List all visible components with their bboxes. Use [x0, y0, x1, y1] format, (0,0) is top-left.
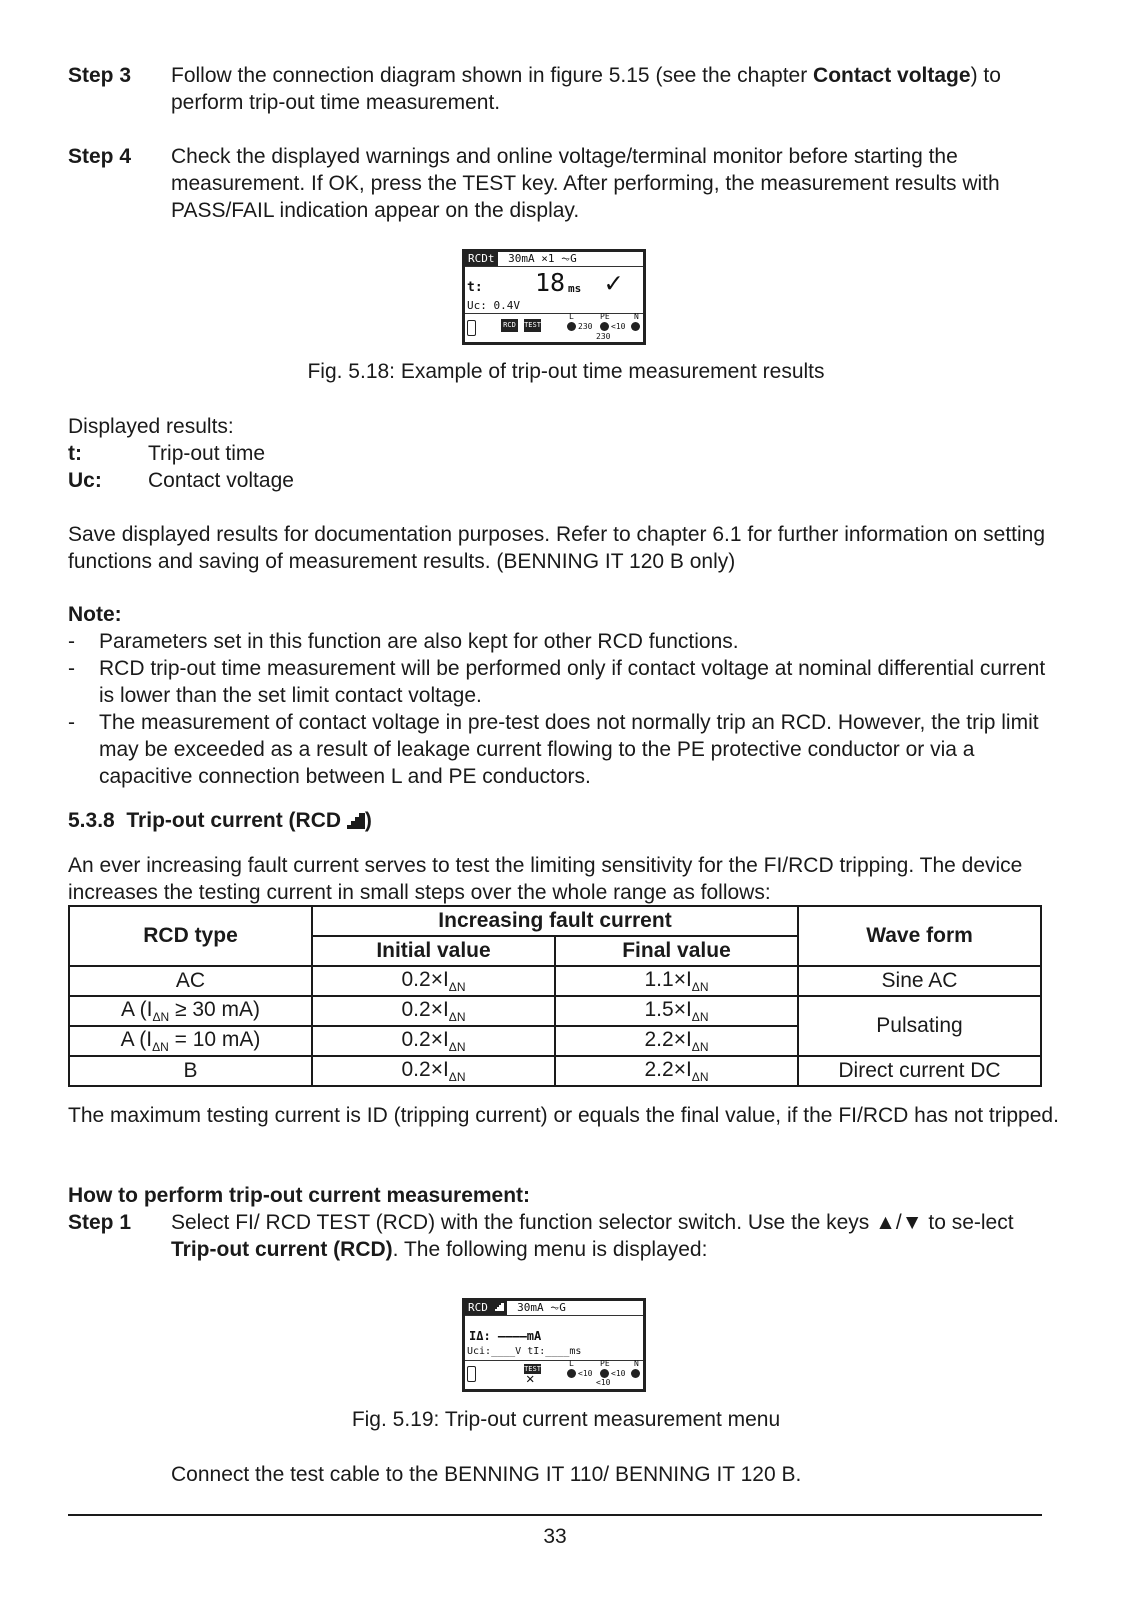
- result-definition: Trip-out time: [148, 442, 266, 465]
- col-rcd-type: RCD type: [69, 906, 312, 966]
- table-row: AC $0.2\times I_{\Delta N}$ $1.1\times I_{\Delta N}$ Sine AC: [69, 966, 1041, 996]
- lcd-divider: [465, 313, 643, 314]
- voltage-l-n: 230: [596, 332, 611, 341]
- voltage-l-n: <10: [596, 1378, 611, 1387]
- lcd-ia-line: IΔ: ————mA: [469, 1329, 542, 1343]
- step-4-text: Check the displayed warnings and online voltage/terminal monitor before starting the measurement. If OK, press the TEST key. After performing, the measurement results with PASS/FAIL indication appear on the display.: [171, 145, 1000, 222]
- table-row: A ($I_{\Delta N} = 10$ mA) $0.2\times I_{\Delta N}$ $2.2\times I_{\Delta N}$: [69, 1026, 1041, 1056]
- lcd-t-unit: ms: [568, 282, 582, 295]
- max-current-paragraph: The maximum testing current is ID (tripping current) or equals the final value, if the FI/RCD has not tripped.: [68, 1104, 1059, 1127]
- lcd-header-params: 30mA ⏦G: [517, 1301, 566, 1314]
- step-1-text: Select FI/ RCD TEST (RCD) with the function selector switch. Use the keys ▲/▼ to se-lect Trip-out current (RCD). The following menu is displayed:: [171, 1211, 1014, 1261]
- battery-icon: [467, 1366, 476, 1382]
- col-wave-form: Wave form: [798, 906, 1041, 966]
- save-paragraph: Save displayed results for documentation purposes. Refer to chapter 6.1 for further information on setting functions and saving of measurement results. (BENNING IT 120 B only): [68, 523, 1046, 573]
- rcd-chip-icon: RCD: [501, 319, 518, 332]
- battery-icon: [467, 320, 476, 336]
- rising-steps-icon: [495, 1303, 504, 1311]
- lcd-mode-label: RCD: [465, 1301, 507, 1315]
- step-4-label: Step 4: [68, 145, 132, 168]
- terminal-n-dot-icon: [631, 322, 640, 331]
- trip-out-current-ref: Trip-out current (RCD): [171, 1238, 393, 1261]
- lcd-display-trip-time: [462, 249, 646, 345]
- howto-title: How to perform trip-out current measurement:: [68, 1184, 531, 1207]
- lcd-display-trip-current: [462, 1298, 646, 1392]
- up-down-keys-icon: ▲/▼: [875, 1211, 923, 1234]
- results-intro: Displayed results:: [68, 415, 234, 438]
- step-3-label: Step 3: [68, 64, 132, 87]
- note-title: Note:: [68, 603, 122, 626]
- lcd-header-params: 30mA ×1 ⏦G: [508, 252, 577, 265]
- step-1-label: Step 1: [68, 1211, 132, 1234]
- test-disabled-x-icon: ✕: [526, 1371, 535, 1387]
- terminal-pe-label: PE: [600, 1359, 610, 1368]
- step-3-text: Follow the connection diagram shown in figure 5.15 (see the chapter Contact voltage) to perform trip-out time measurement.: [171, 64, 1001, 114]
- terminal-l-dot-icon: [567, 1369, 576, 1378]
- document-page: Step 3 Follow the connection diagram shown in figure 5.15 (see the chapter Contact voltage) to perform trip-out time measurement. Step 4 Check the displayed warnings and online voltage/terminal monitor before starting the measurement. If OK, press the TEST key. After performing, the measurement results with PASS/FAIL indication appear on the display. RCDt 30mA ×1 ⏦G t: 18 ms ✓ Uc: 0.4V RCD TEST L PE N 230 <10 230 Fig. 5.18: Example of trip-out time measurement results Displayed results: t: Trip-out time Uc: Contact voltage Save displayed results for documentation purposes. Refer to chapter 6.1 for further information on setting functions and saving of measurement results. (BENNING IT 120 B only) Note: - Parameters set in this function are also kept for other RCD functions. - RCD trip-out time measurement will be performed only if contact voltage at nominal differential current is lower than the set limit contact voltage. - The measurement of contact voltage in pre-test does not normally trip an RCD. However, the trip limit may be exceeded as a result of leakage current flowing to the PE protective conductor or via a capacitive connection between L and PE conductors. 5.3.8 Trip-out current (RCD ) An ever increasing fault current serves to test the limiting sensitivity for the FI/RCD tripping. The device increases the testing current in small steps over the whole range as follows: RCD type Increasing fault current Wave form Initial value Final value AC $0.2\times I_{\Delta N}$ $1.1\times I_{\Delta N}$ Sine AC A ($I_{\Delta N} \ge 30$ mA) $0.2\times I_{\Delta N}$ $1.5\times I_{\Delta N}$ Pulsating A ($I_{\Delta N} = 10$ mA) $0.2\times I_{\Delta N}$ $2.2\times I_{\Delta N}$ B $0.2\times I_{\Delta N}$ $2.2\times I_{\Delta N}$ Direct current DC The maximum testing current is ID (tripping current) or equals the final value, if the FI/RCD has not tripped. How to perform trip-out current measurement: Step 1 Select FI/ RCD TEST (RCD) with the function selector switch. Use the keys ▲/▼ to se-lect Trip-out current (RCD). The following menu is displayed: RCD 30mA ⏦G IΔ: ————mA Uci:____V tI:____ms TEST ✕ L PE N <10 <10 <10 Fig. 5.19: Trip-out current measurement menu Connect the test cable to the BENNING IT 110/ BENNING IT 120 B. 33: [68, 0, 1064, 1600]
- connect-paragraph: Connect the test cable to the BENNING IT 110/ BENNING IT 120 B.: [171, 1463, 802, 1486]
- col-increasing-fault-current: Increasing fault current: [312, 906, 798, 936]
- figure-5-18-caption: Fig. 5.18: Example of trip-out time measurement results: [307, 360, 825, 383]
- rising-steps-icon: [347, 813, 365, 829]
- figure-5-19-caption: Fig. 5.19: Trip-out current measurement menu: [351, 1408, 781, 1431]
- result-term: Uc:: [68, 469, 102, 492]
- terminal-l-label: L: [569, 1359, 574, 1368]
- table-row: B $0.2\times I_{\Delta N}$ $2.2\times I_{\Delta N}$ Direct current DC: [69, 1056, 1041, 1086]
- lcd-header: [465, 1301, 643, 1316]
- result-definition: Contact voltage: [148, 469, 294, 492]
- table-row: A ($I_{\Delta N} \ge 30$ mA) $0.2\times I_{\Delta N}$ $1.5\times I_{\Delta N}$ Pulsating: [69, 996, 1041, 1026]
- voltage-l-pe: <10: [578, 1369, 593, 1378]
- lcd-uci-line: Uci:____V tI:____ms: [467, 1346, 582, 1357]
- fault-current-table: [68, 905, 1042, 1087]
- lcd-divider: [465, 1360, 643, 1361]
- voltage-pe-n: <10: [611, 1369, 626, 1378]
- terminal-pe-label: PE: [600, 312, 610, 321]
- test-chip-icon: TEST: [524, 319, 541, 332]
- voltage-l-pe: 230: [578, 322, 593, 331]
- page-number: 33: [543, 1525, 567, 1548]
- contact-voltage-ref: Contact voltage: [813, 64, 971, 87]
- col-final-value: Final value: [555, 936, 798, 966]
- test-chip-icon: TEST: [524, 1365, 541, 1373]
- section-heading: 5.3.8 Trip-out current (RCD ): [68, 809, 372, 832]
- lcd-t-value: 18: [535, 268, 566, 297]
- terminal-l-dot-icon: [567, 322, 576, 331]
- lcd-header: [465, 252, 643, 267]
- terminal-pe-dot-icon: [600, 1369, 609, 1378]
- result-term: t:: [68, 442, 82, 465]
- lcd-mode-label: RCDt: [465, 252, 498, 266]
- footer-divider: [68, 1514, 1042, 1516]
- terminal-pe-dot-icon: [600, 322, 609, 331]
- intro-paragraph: An ever increasing fault current serves to test the limiting sensitivity for the FI/RCD tripping. The device increases the testing current in small steps over the whole range as follows:: [68, 854, 1023, 904]
- terminal-l-label: L: [569, 312, 574, 321]
- pass-check-icon: ✓: [605, 266, 622, 299]
- lcd-t-label: t:: [467, 280, 483, 295]
- col-initial-value: Initial value: [312, 936, 555, 966]
- lcd-uc-line: Uc: 0.4V: [467, 299, 520, 312]
- terminal-n-label: N: [634, 312, 639, 321]
- terminal-n-dot-icon: [631, 1369, 640, 1378]
- terminal-n-label: N: [634, 1359, 639, 1368]
- voltage-pe-n: <10: [611, 322, 626, 331]
